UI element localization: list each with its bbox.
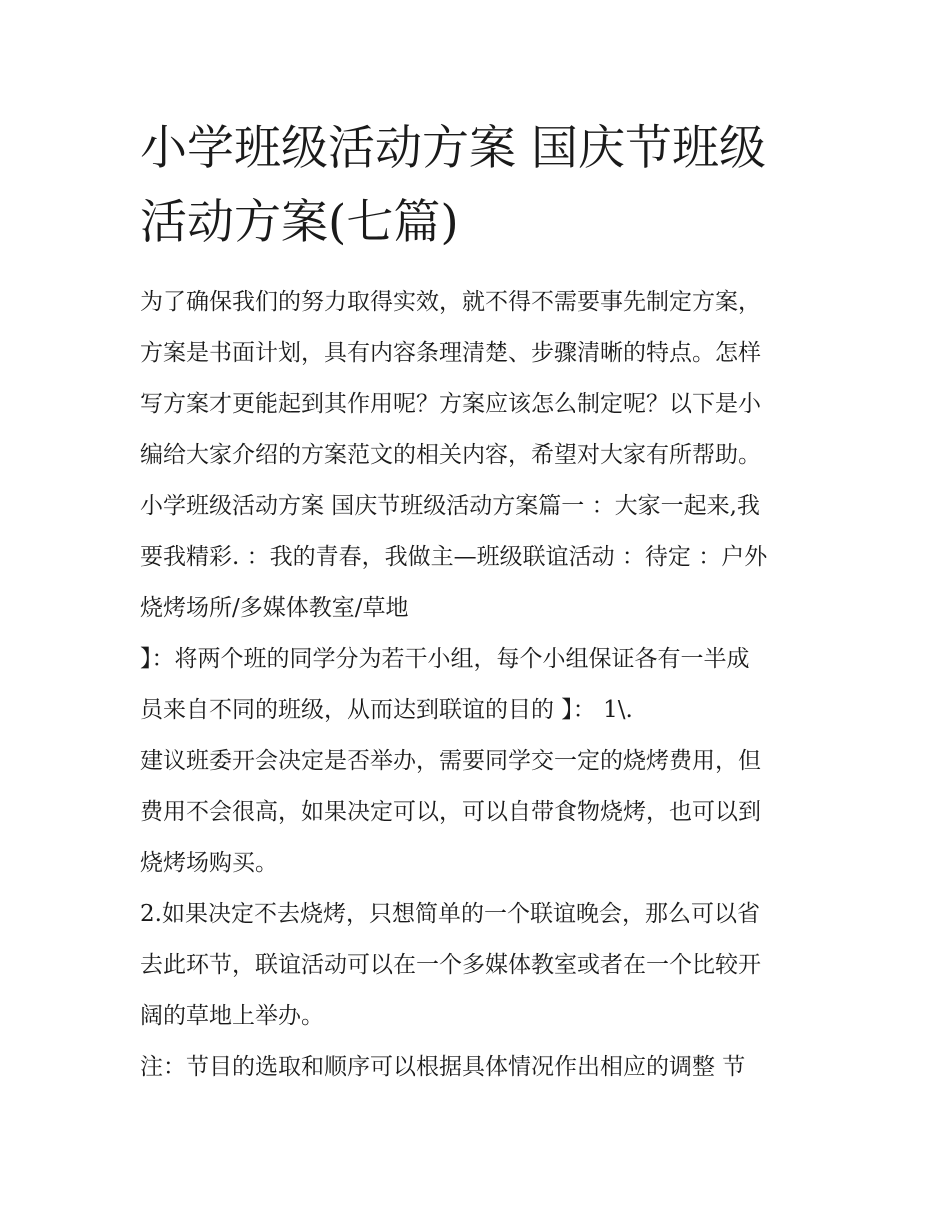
body-line: 编给大家介绍的方案范文的相关内容，希望对大家有所帮助。 xyxy=(140,442,761,468)
body-line: 烧烤场所/多媒体教室/草地 xyxy=(140,595,409,621)
body-line: 小学班级活动方案 国庆节班级活动方案篇一 ：大家一起来,我 xyxy=(140,493,760,519)
body-line: 2.如果决定不去烧烤，只想简单的一个联谊晚会，那么可以省 xyxy=(140,901,760,927)
body-line: 方案是书面计划，具有内容条理清楚、步骤清晰的特点。怎样 xyxy=(140,340,761,366)
body-line: 要我精彩. ：我的青春，我做主—班级联谊活动 ：待定 ：户外 xyxy=(140,544,768,570)
title-line: 活动方案(七篇) xyxy=(140,195,459,250)
body-line: 写方案才更能起到其作用呢？方案应该怎么制定呢？以下是小 xyxy=(140,391,761,417)
body-line: 建议班委开会决定是否举办，需要同学交一定的烧烤费用，但 xyxy=(140,748,761,774)
body-line: 烧烤场购买。 xyxy=(140,850,278,876)
body-line: 去此环节，联谊活动可以在一个多媒体教室或者在一个比较开 xyxy=(140,952,761,978)
body-line: 注：节目的选取和顺序可以根据具体情况作出相应的调整 节 xyxy=(140,1054,746,1080)
document-title xyxy=(140,112,820,260)
body-line: 为了确保我们的努力取得实效，就不得不需要事先制定方案， xyxy=(140,289,761,315)
body-line: 】：将两个班的同学分为若干小组，每个小组保证各有一半成 xyxy=(140,646,750,672)
document-page xyxy=(140,112,820,1093)
title-line: 小学班级活动方案 国庆节班级 xyxy=(140,121,766,176)
document-body xyxy=(140,277,820,1093)
body-line: 费用不会很高，如果决定可以，可以自带食物烧烤，也可以到 xyxy=(140,799,761,825)
body-line: 阔的草地上举办。 xyxy=(140,1003,324,1029)
body-line: 员来自不同的班级，从而达到联谊的目的 】： 1\. xyxy=(140,697,633,723)
